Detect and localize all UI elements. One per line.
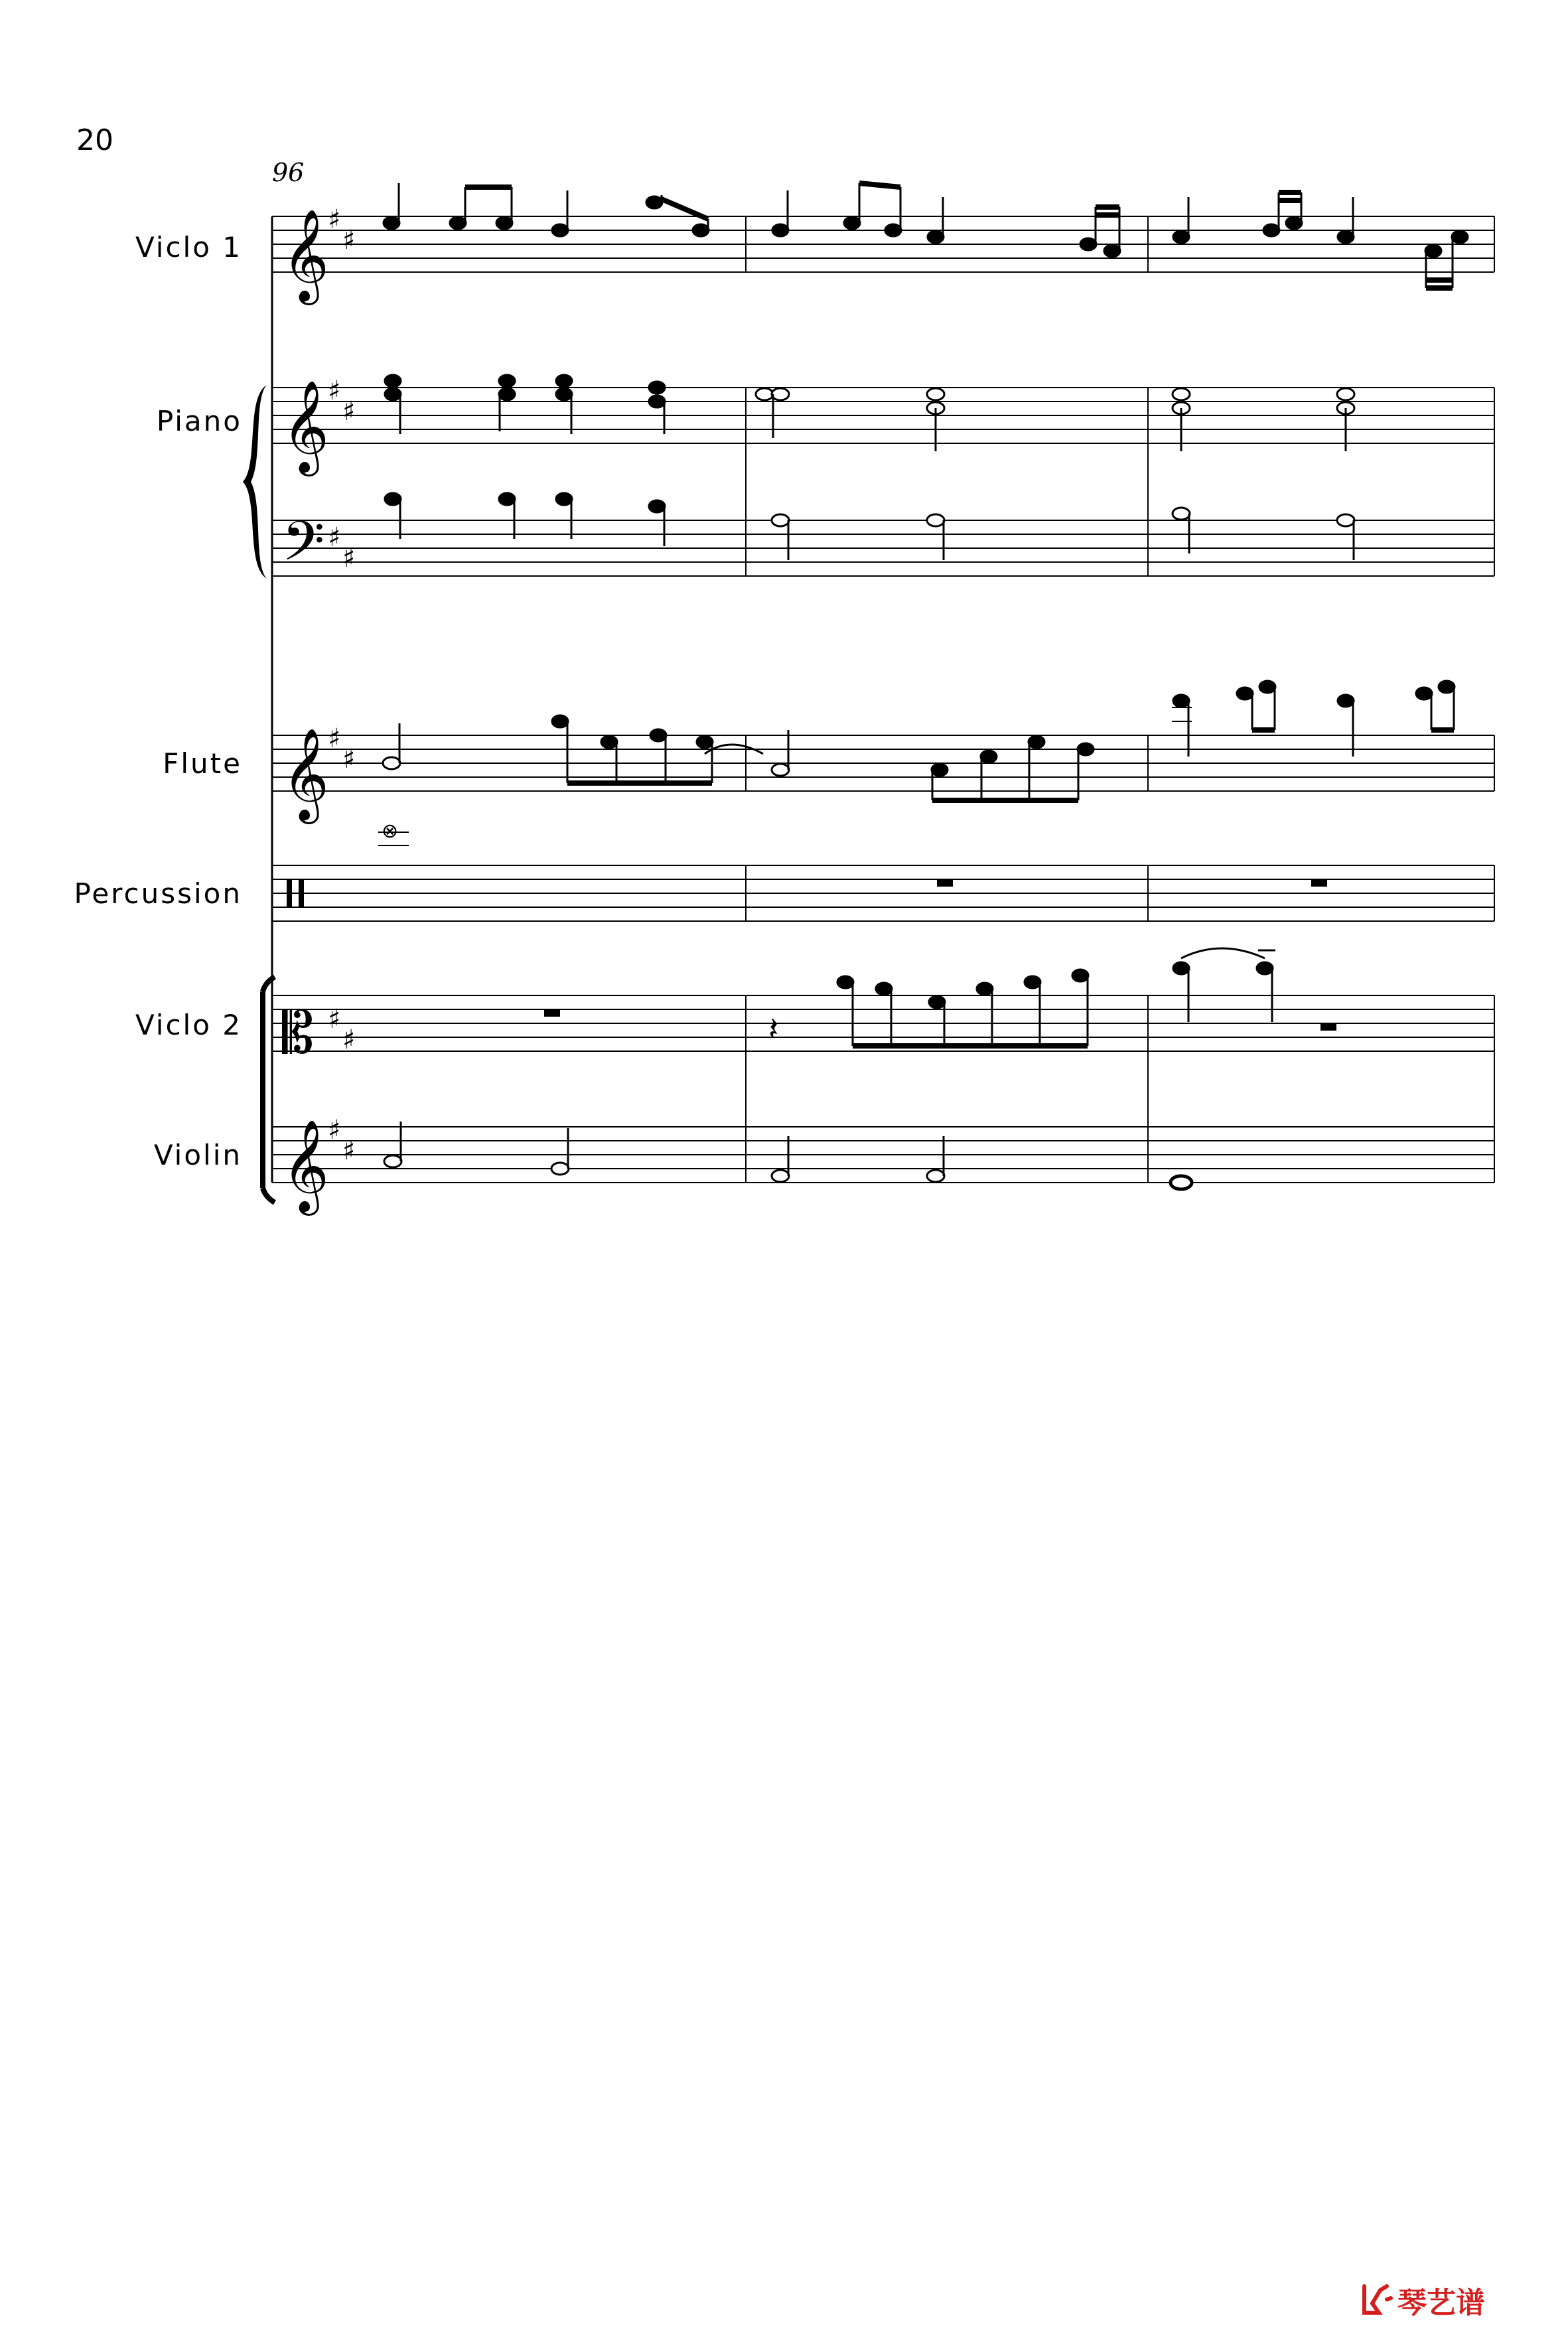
svg-text:♯: ♯ bbox=[328, 1115, 341, 1145]
logo-text: 琴艺谱 bbox=[1397, 2286, 1485, 2320]
instrument-label-flute: Flute bbox=[163, 747, 242, 780]
instrument-label-piano: Piano bbox=[156, 405, 242, 437]
svg-text:𝄽: 𝄽 bbox=[768, 1010, 779, 1049]
svg-text:♯: ♯ bbox=[342, 744, 356, 774]
instrument-label-viclo2: Viclo 2 bbox=[135, 1009, 242, 1041]
svg-text:⊗: ⊗ bbox=[382, 820, 399, 843]
treble-clef: 𝄞 bbox=[282, 209, 329, 301]
treble-clef: 𝄞 bbox=[282, 1120, 329, 1212]
svg-text:♯: ♯ bbox=[342, 543, 356, 573]
svg-text:♯: ♯ bbox=[342, 225, 356, 255]
treble-clef: 𝄞 bbox=[282, 728, 329, 820]
key-signature-sharps bbox=[328, 204, 355, 1166]
notes-piano-treble bbox=[385, 375, 1354, 451]
staff-violin bbox=[272, 1127, 1494, 1183]
staff-percussion bbox=[272, 865, 1494, 921]
staff-piano-treble bbox=[272, 388, 1494, 443]
piano-brace bbox=[243, 385, 267, 579]
page-number: 20 bbox=[76, 123, 113, 157]
site-logo bbox=[1360, 2280, 1485, 2320]
svg-text:♯: ♯ bbox=[328, 376, 341, 406]
svg-text:♯: ♯ bbox=[342, 1025, 356, 1055]
svg-text:♯: ♯ bbox=[342, 1135, 356, 1166]
instrument-label-violin: Violin bbox=[153, 1139, 242, 1171]
treble-clef: 𝄞 bbox=[282, 380, 329, 473]
bass-clef: 𝄢 bbox=[282, 509, 325, 587]
svg-text:♯: ♯ bbox=[328, 1004, 341, 1035]
notes-viclo2 bbox=[544, 948, 1336, 1049]
svg-text:♯: ♯ bbox=[328, 723, 341, 754]
instrument-label-viclo1: Viclo 1 bbox=[135, 231, 242, 263]
measure-number: 96 bbox=[272, 158, 305, 187]
alto-clef: 𝄡 bbox=[282, 1000, 314, 1066]
svg-text:♯: ♯ bbox=[328, 522, 341, 553]
staff-flute bbox=[272, 735, 1494, 791]
rests-percussion bbox=[937, 879, 1327, 887]
svg-text:♯: ♯ bbox=[342, 396, 356, 427]
instrument-label-percussion: Percussion bbox=[74, 877, 242, 910]
qinyipu-logo-icon bbox=[1360, 2284, 1393, 2317]
svg-text:♯: ♯ bbox=[328, 204, 341, 235]
notes-piano-bass bbox=[385, 493, 1354, 560]
